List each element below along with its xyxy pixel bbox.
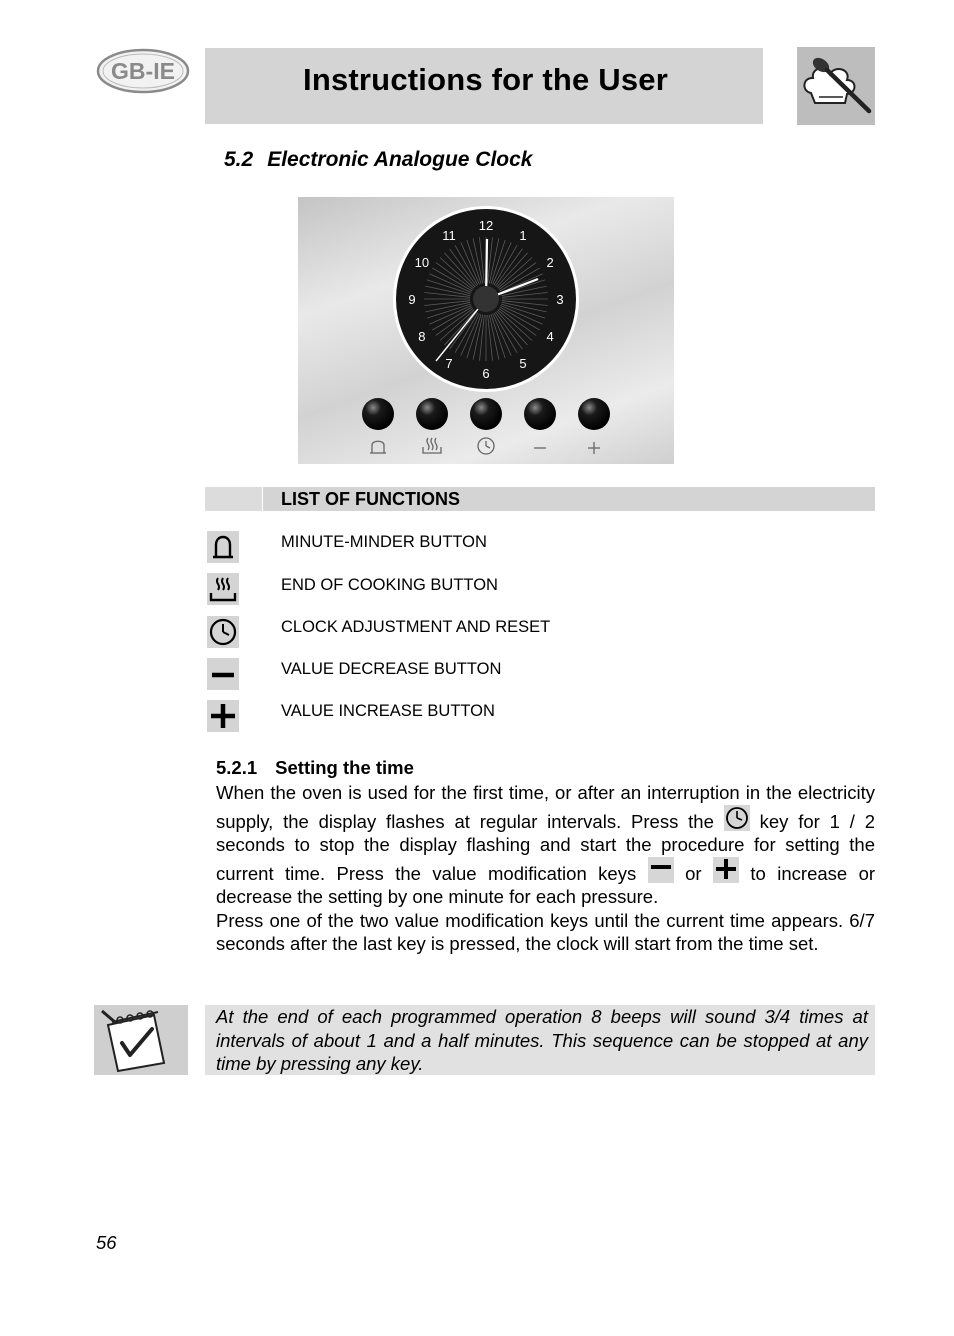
clock-key-icon xyxy=(724,805,750,831)
section-number: 5.2 xyxy=(224,148,254,171)
chef-hat-spoon-icon xyxy=(797,47,875,125)
page-number: 56 xyxy=(96,1232,117,1253)
minus-icon xyxy=(207,658,239,690)
dial-number: 11 xyxy=(442,227,456,243)
section-title xyxy=(224,148,532,172)
dial-number: 7 xyxy=(445,356,453,372)
paragraph-1-or: or xyxy=(685,862,702,884)
dial-number: 9 xyxy=(408,292,416,307)
dial-number: 6 xyxy=(482,366,490,381)
dial-number: 10 xyxy=(414,255,430,270)
function-label-value-increase: VALUE INCREASE BUTTON xyxy=(281,702,495,720)
dial-hub xyxy=(473,286,499,312)
section-title-text: Electronic Analogue Clock xyxy=(267,148,533,171)
plus-icon xyxy=(588,442,600,454)
dial-number: 1 xyxy=(519,227,527,243)
paragraph-1-part-c: to increase or decrease the setting by one minute for each pressure. xyxy=(216,862,876,907)
dial-number: 3 xyxy=(556,292,564,307)
paragraph-1-part-a: When the oven is used for the first time, or after an interruption in the electricity supply, the display flashes at regular intervals. Press the xyxy=(216,782,875,832)
function-label-end-of-cooking: END OF COOKING BUTTON xyxy=(281,576,498,594)
dial-number: 8 xyxy=(418,329,426,344)
bell-icon xyxy=(207,531,239,563)
clock-dial xyxy=(298,197,674,464)
function-label-minute-minder: MINUTE-MINDER BUTTON xyxy=(281,533,487,551)
plus-key-icon xyxy=(713,857,739,883)
notepad-check-icon xyxy=(94,1005,188,1075)
dial-number: 12 xyxy=(478,218,494,233)
control-knob xyxy=(578,398,610,430)
control-knob xyxy=(470,398,502,430)
functions-title: LIST OF FUNCTIONS xyxy=(281,489,460,509)
function-label-value-decrease: VALUE DECREASE BUTTON xyxy=(281,660,502,678)
setting-time-text xyxy=(216,781,875,956)
note-text: At the end of each programmed operation 8 beeps will sound 3/4 times at intervals of about 1 and a half minutes. This sequence can be stopped at any time by pressing any key. xyxy=(216,1006,868,1074)
paragraph-2: Press one of the two value modification keys until the current time appears. 6/7 seconds after the last key is pressed, the clock will start from the time set. xyxy=(216,909,875,954)
paragraph-1 xyxy=(216,781,875,909)
control-knob xyxy=(524,398,556,430)
subsection-heading xyxy=(216,757,414,779)
page-title: Instructions for the User xyxy=(303,62,668,97)
logo-text: GB-IE xyxy=(111,58,175,84)
end-of-cooking-icon xyxy=(423,438,441,453)
control-knob xyxy=(362,398,394,430)
plus-icon xyxy=(207,700,239,732)
gb-ie-logo xyxy=(96,48,190,94)
dial-number: 5 xyxy=(519,356,527,372)
control-knob xyxy=(416,398,448,430)
end-of-cooking-icon xyxy=(207,573,239,605)
minus-key-icon xyxy=(648,857,674,883)
function-label-clock-adjustment: CLOCK ADJUSTMENT AND RESET xyxy=(281,618,551,636)
dial-number: 4 xyxy=(546,329,554,344)
dial-number: 2 xyxy=(546,255,554,270)
clock-icon xyxy=(207,616,239,648)
subsection-title: Setting the time xyxy=(275,757,414,778)
functions-header-spacer xyxy=(205,487,263,511)
subsection-number: 5.2.1 xyxy=(216,757,258,778)
paragraph-1-part-b: key for 1 / 2 seconds to stop the display flashing and start the procedure for setting the current time. Press the value modification keys xyxy=(216,810,876,884)
clock-icon xyxy=(478,438,494,454)
bell-icon xyxy=(370,441,386,453)
clock-panel xyxy=(298,197,674,464)
